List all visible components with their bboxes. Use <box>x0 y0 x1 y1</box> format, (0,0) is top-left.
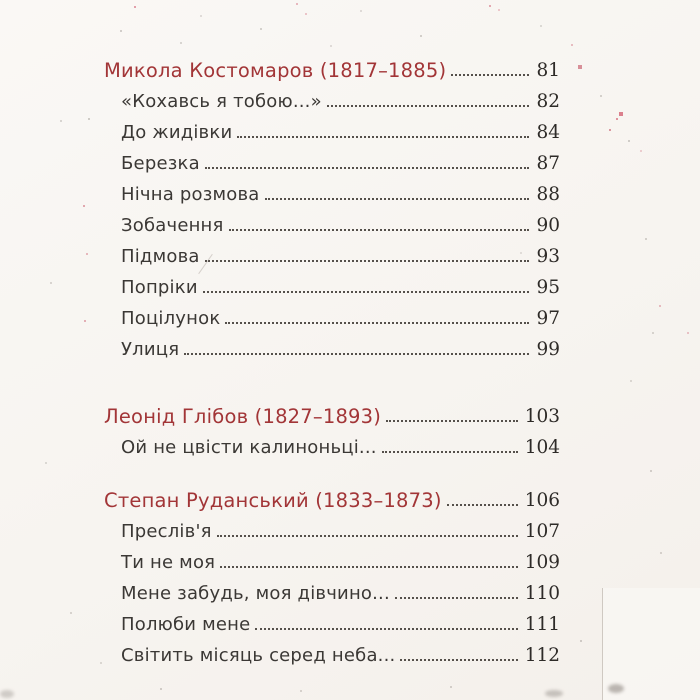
toc-entry-title: Підмова <box>121 246 200 267</box>
toc-entry <box>104 111 560 142</box>
dot-leader <box>205 260 530 262</box>
dot-leader <box>205 167 530 169</box>
toc-entry-title: Світить місяць серед неба... <box>121 645 396 666</box>
toc-entry-page: 93 <box>536 245 560 267</box>
toc-entry-page: 111 <box>524 613 560 635</box>
scan-speckles-gray <box>0 0 2 2</box>
toc-entry <box>104 142 560 173</box>
toc-section-heading <box>104 479 560 510</box>
toc-section-heading <box>104 49 560 80</box>
dot-leader <box>265 198 530 200</box>
dot-leader <box>237 136 529 138</box>
toc-entry <box>104 510 560 541</box>
toc-heading-page: 81 <box>536 59 560 81</box>
toc-entry-title: «Кохавсь я тобою...» <box>121 91 322 112</box>
toc-entry <box>104 204 560 235</box>
dot-leader <box>451 74 529 76</box>
toc-entry-page: 87 <box>536 152 560 174</box>
toc-entry-title: До жидівки <box>121 122 233 143</box>
dot-leader <box>386 420 518 422</box>
toc-entry <box>104 603 560 634</box>
toc-entry-page: 104 <box>524 436 560 458</box>
toc-heading-title: Степан Руданський (1833–1873) <box>104 488 442 512</box>
scan-smudge <box>608 684 624 693</box>
toc-entry-title: Ой не цвісти калиноньці... <box>121 437 377 458</box>
toc-entry-page: 88 <box>536 183 560 205</box>
dot-leader <box>327 105 530 107</box>
toc-entry <box>104 572 560 603</box>
toc-entry-page: 95 <box>536 276 560 298</box>
toc-entry-page: 97 <box>536 307 560 329</box>
toc-entry <box>104 541 560 572</box>
toc-entry-page: 112 <box>524 644 560 666</box>
dot-leader <box>400 659 517 661</box>
toc-entry-page: 84 <box>536 121 560 143</box>
toc-entry-page: 82 <box>536 90 560 112</box>
toc-entry-title: Зобачення <box>121 215 224 236</box>
toc-entry-title: Преслів'я <box>121 521 212 542</box>
toc-entry-page: 99 <box>536 338 560 360</box>
scan-smudge <box>545 690 563 697</box>
toc-heading-page: 106 <box>524 489 560 511</box>
toc-entry <box>104 634 560 665</box>
toc-heading-title: Микола Костомаров (1817–1885) <box>104 58 447 82</box>
toc-heading-title: Леонід Глібов (1827–1893) <box>104 404 382 428</box>
toc-entry <box>104 80 560 111</box>
toc-entry-title: Улиця <box>121 339 180 360</box>
toc-entry <box>104 235 560 266</box>
dot-leader <box>220 566 517 568</box>
toc-entry-title: Попріки <box>121 277 198 298</box>
dot-leader <box>184 353 529 355</box>
toc-entry <box>104 426 560 457</box>
toc-heading-page: 103 <box>524 405 560 427</box>
dot-leader <box>382 451 518 453</box>
toc-entry-page: 109 <box>524 551 560 573</box>
dot-leader <box>203 291 530 293</box>
toc-entry-page: 90 <box>536 214 560 236</box>
dot-leader <box>229 229 530 231</box>
dot-leader <box>225 322 529 324</box>
toc-entry <box>104 266 560 297</box>
dot-leader <box>395 597 518 599</box>
table-of-contents <box>104 49 560 665</box>
toc-entry <box>104 297 560 328</box>
dot-leader <box>255 628 517 630</box>
toc-entry-title: Полюби мене <box>121 614 251 635</box>
dot-leader <box>447 504 518 506</box>
toc-entry <box>104 328 560 359</box>
toc-entry-title: Ти не моя <box>121 552 216 573</box>
toc-section-heading <box>104 395 560 426</box>
dot-leader <box>217 535 518 537</box>
toc-entry-title: Поцілунок <box>121 308 221 329</box>
toc-entry <box>104 173 560 204</box>
toc-entry-page: 110 <box>524 582 560 604</box>
toc-entry-page: 107 <box>524 520 560 542</box>
toc-entry-title: Березка <box>121 153 200 174</box>
toc-entry-title: Нічна розмова <box>121 184 260 205</box>
scan-speckles-red <box>0 0 2 2</box>
toc-entry-title: Мене забудь, моя дівчино... <box>121 583 390 604</box>
scan-smudge <box>0 690 14 698</box>
